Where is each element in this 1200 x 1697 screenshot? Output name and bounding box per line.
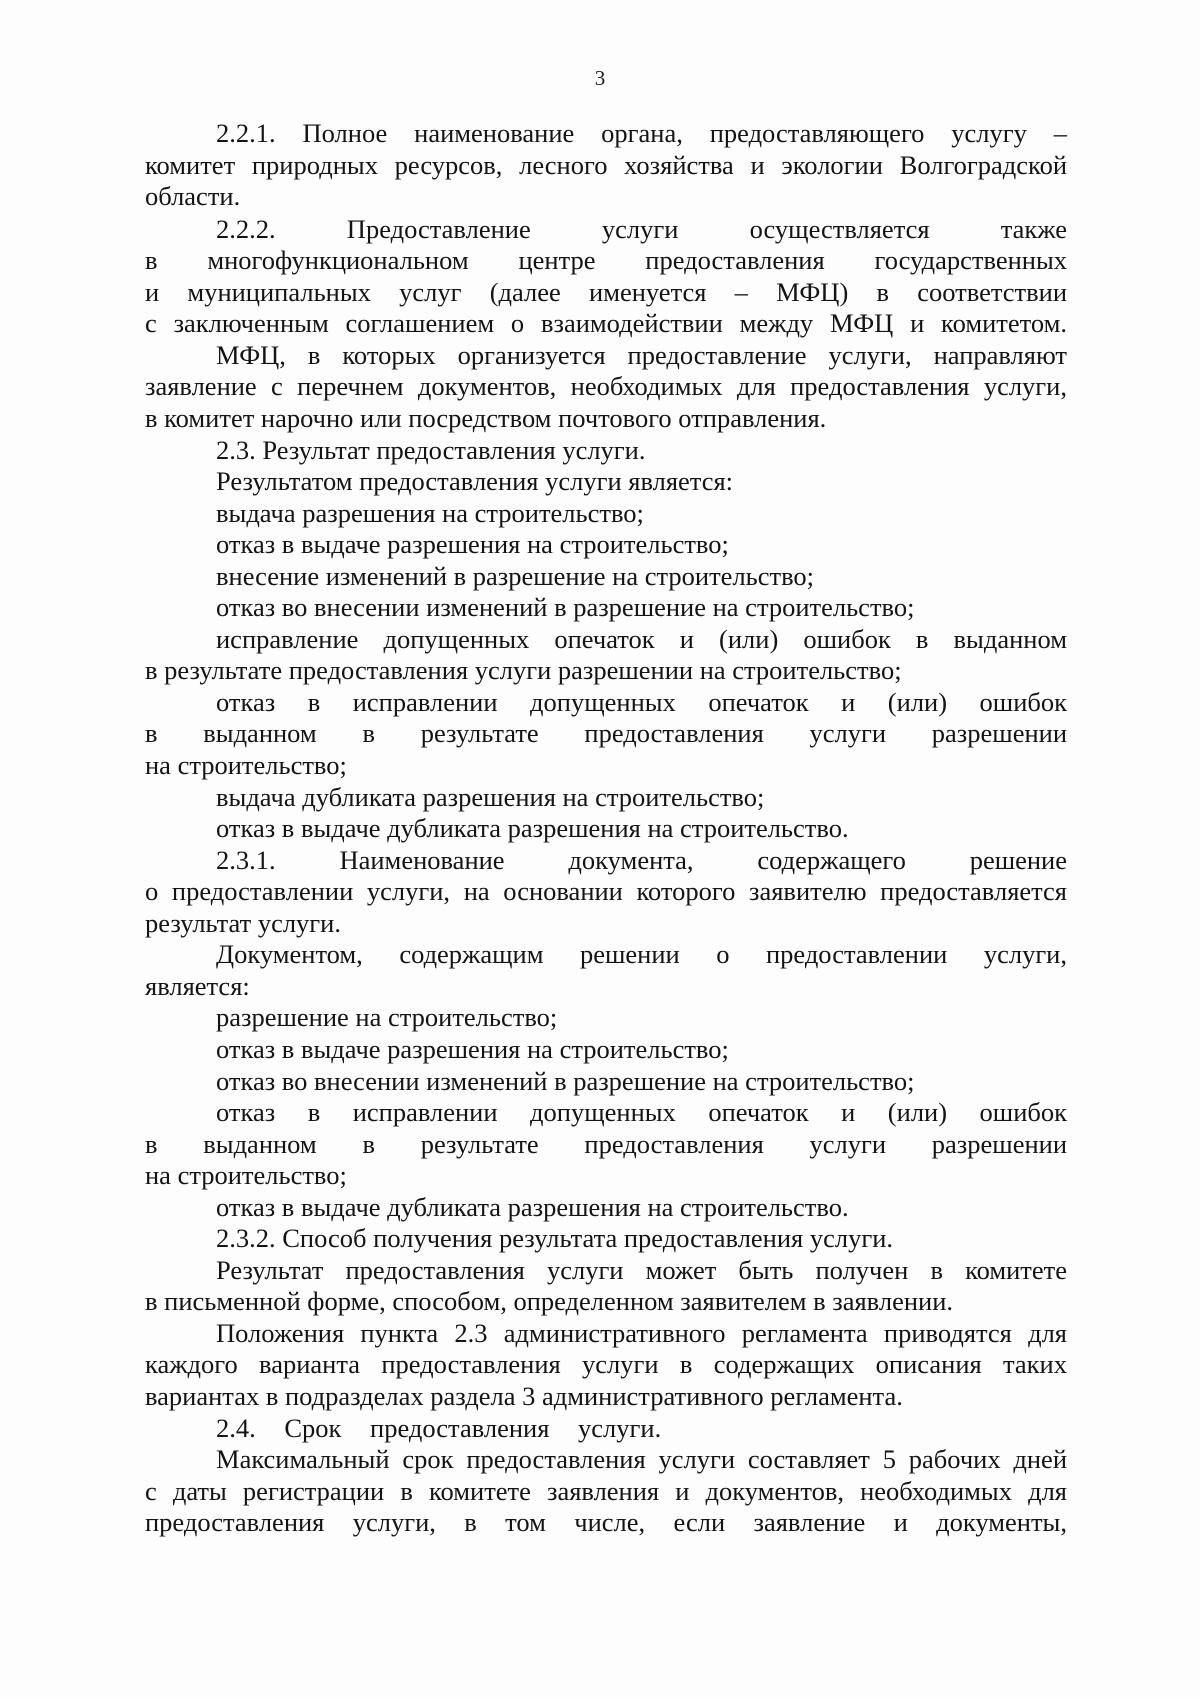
text-line: Результатом предоставления услуги является:	[216, 466, 734, 496]
text-line: области.	[145, 181, 241, 211]
text-line: заявление с перечнем документов, необходимых для предоставления услуги,	[145, 371, 1067, 401]
text-line: отказ в выдаче дубликата разрешения на строительство.	[216, 1192, 849, 1222]
text-line: Максимальный срок предоставления услуги составляет 5 рабочих дней	[216, 1444, 1067, 1474]
text-line: вариантах в подразделах раздела 3 административного регламента.	[145, 1381, 903, 1411]
text-line: отказ в выдаче дубликата разрешения на строительство.	[216, 813, 849, 843]
text-line: отказ в выдаче разрешения на строительство;	[216, 529, 729, 559]
text-line: предоставления услуги, в том числе, если заявление и документы,	[145, 1507, 1067, 1537]
page-number: 3	[594, 66, 606, 90]
text-line: в выданном в результате предоставления услуги разрешении	[145, 718, 1067, 748]
text-line: с даты регистрации в комитете заявления и документов, необходимых для	[145, 1476, 1067, 1506]
text-line: в результате предоставления услуги разрешении на строительство;	[145, 655, 902, 685]
text-line: с заключенным соглашением о взаимодействии между МФЦ и комитетом.	[145, 308, 1067, 338]
text-line: результат услуги.	[145, 908, 341, 938]
text-line: выдача дубликата разрешения на строительство;	[216, 782, 765, 812]
text-line: выдача разрешения на строительство;	[216, 498, 644, 528]
text-line: Документом, содержащим решении о предоставлении услуги,	[216, 939, 1067, 969]
text-line: 2.2.1. Полное наименование органа, предоставляющего услугу –	[216, 118, 1067, 148]
text-line: отказ во внесении изменений в разрешение на строительство;	[216, 592, 915, 622]
text-line: каждого варианта предоставления услуги в содержащих описания таких	[145, 1349, 1067, 1379]
text-line: разрешение на строительство;	[216, 1002, 558, 1032]
text-line: на строительство;	[145, 750, 347, 780]
text-line: отказ в исправлении допущенных опечаток и (или) ошибок	[216, 687, 1067, 717]
text-line: и муниципальных услуг (далее именуется – МФЦ) в соответствии	[145, 277, 1067, 307]
text-line: МФЦ, в которых организуется предоставление услуги, направляют	[216, 340, 1067, 370]
text-line: Положения пункта 2.3 административного регламента приводятся для	[216, 1318, 1067, 1348]
text-line: в многофункциональном центре предоставления государственных	[145, 245, 1067, 275]
text-line: в выданном в результате предоставления услуги разрешении	[145, 1129, 1067, 1159]
text-line: о предоставлении услуги, на основании которого заявителю предоставляется	[145, 876, 1067, 906]
text-line: в комитет нарочно или посредством почтового отправления.	[145, 403, 827, 433]
text-line: 2.3.2. Способ получения результата предоставления услуги.	[216, 1223, 894, 1253]
text-line: на строительство;	[145, 1160, 347, 1190]
text-line: 2.2.2. Предоставление услуги осуществляется также	[216, 214, 1067, 244]
text-line: является:	[145, 971, 250, 1001]
text-line: 2.4. Срок предоставления услуги.	[216, 1413, 662, 1443]
text-line: Результат предоставления услуги может быть получен в комитете	[216, 1255, 1067, 1285]
text-line: отказ во внесении изменений в разрешение на строительство;	[216, 1066, 915, 1096]
text-line: в письменной форме, способом, определенном заявителем в заявлении.	[145, 1286, 954, 1316]
text-line: 2.3. Результат предоставления услуги.	[216, 435, 646, 465]
text-line: 2.3.1. Наименование документа, содержащего решение	[216, 845, 1067, 875]
text-line: отказ в исправлении допущенных опечаток и (или) ошибок	[216, 1097, 1067, 1127]
text-line: исправление допущенных опечаток и (или) ошибок в выданном	[216, 624, 1067, 654]
text-line: отказ в выдаче разрешения на строительство;	[216, 1034, 729, 1064]
text-line: внесение изменений в разрешение на строительство;	[216, 561, 815, 591]
text-line: комитет природных ресурсов, лесного хозяйства и экологии Волгоградской	[145, 150, 1067, 180]
